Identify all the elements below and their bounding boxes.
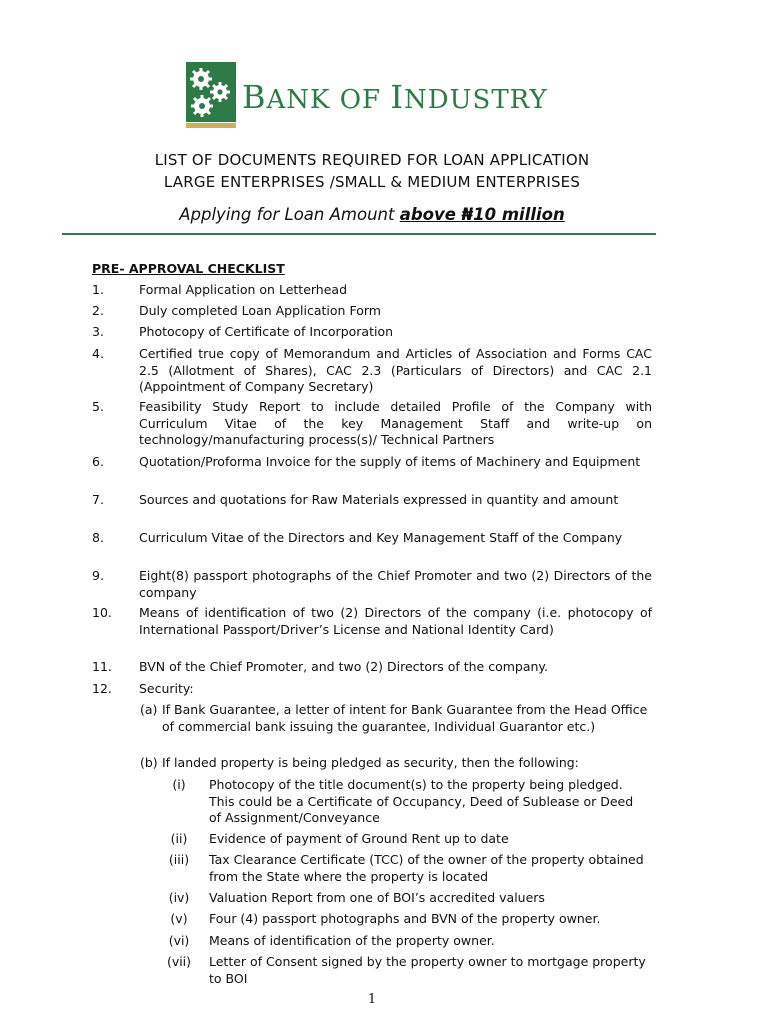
loan-amount-subtitle: Applying for Loan Amount above ₦10 million xyxy=(179,205,565,224)
gears-logo-icon xyxy=(186,62,236,122)
header-divider xyxy=(62,233,656,235)
document-title-line2: LARGE ENTERPRISES /SMALL & MEDIUM ENTERPRISES xyxy=(163,173,581,191)
bank-logo xyxy=(186,62,566,130)
page-number: 1 xyxy=(367,992,377,1007)
checklist-title: PRE- APPROVAL CHECKLIST xyxy=(92,261,285,276)
logo-wordmark: BANK OF INDUSTRY xyxy=(242,78,548,116)
logo-gold-bar xyxy=(186,123,236,128)
document-title-line1: LIST OF DOCUMENTS REQUIRED FOR LOAN APPLICATION xyxy=(154,151,590,169)
loan-amount-threshold: above ₦10 million xyxy=(399,205,565,224)
